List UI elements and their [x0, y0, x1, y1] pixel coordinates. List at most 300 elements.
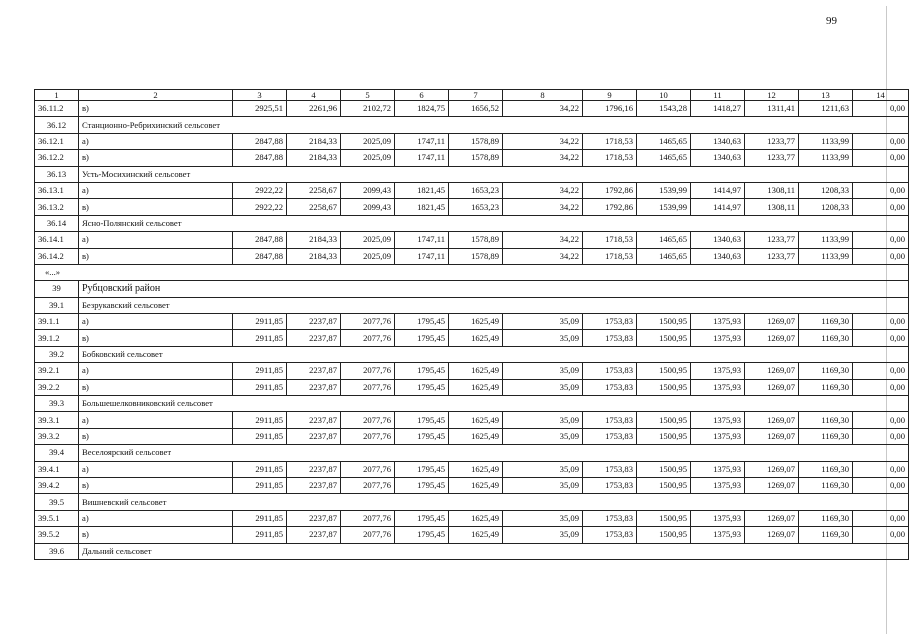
section-row [35, 297, 909, 313]
row-subitem-label: в) [79, 101, 233, 117]
row-subitem-label: а) [79, 363, 233, 379]
value-cell: 35,09 [503, 330, 583, 346]
section-code: 39 [35, 281, 79, 297]
value-cell: 34,22 [503, 182, 583, 198]
row-code: 36.14.2 [35, 248, 79, 264]
value-cell: 0,00 [853, 248, 909, 264]
table-row [35, 232, 909, 248]
value-cell: 1208,33 [799, 182, 853, 198]
value-cell: 1753,83 [583, 477, 637, 493]
value-cell: 2102,72 [341, 101, 395, 117]
section-row [35, 543, 909, 559]
value-cell: 34,22 [503, 101, 583, 117]
value-cell: 1340,63 [691, 133, 745, 149]
value-cell: 1625,49 [449, 527, 503, 543]
section-title: Дальний сельсовет [79, 543, 909, 559]
value-cell: 1269,07 [745, 477, 799, 493]
value-cell: 1269,07 [745, 314, 799, 330]
value-cell: 2237,87 [287, 314, 341, 330]
value-cell: 34,22 [503, 199, 583, 215]
value-cell: 2847,88 [233, 133, 287, 149]
table-row [35, 461, 909, 477]
value-cell: 1625,49 [449, 412, 503, 428]
value-cell: 1233,77 [745, 133, 799, 149]
value-cell: 1308,11 [745, 182, 799, 198]
row-subitem-label: а) [79, 133, 233, 149]
value-cell: 35,09 [503, 363, 583, 379]
value-cell: 1375,93 [691, 510, 745, 526]
value-cell: 1500,95 [637, 330, 691, 346]
value-cell: 1578,89 [449, 248, 503, 264]
header-cell: 6 [395, 90, 449, 101]
value-cell: 35,09 [503, 314, 583, 330]
value-cell: 1414,97 [691, 199, 745, 215]
value-cell: 1269,07 [745, 379, 799, 395]
value-cell: 1418,27 [691, 101, 745, 117]
value-cell: 0,00 [853, 461, 909, 477]
value-cell: 1269,07 [745, 527, 799, 543]
value-cell: 2025,09 [341, 232, 395, 248]
value-cell: 1578,89 [449, 150, 503, 166]
value-cell: 1340,63 [691, 232, 745, 248]
section-row [35, 166, 909, 182]
value-cell: 1795,45 [395, 363, 449, 379]
value-cell: 2847,88 [233, 232, 287, 248]
header-cell: 7 [449, 90, 503, 101]
value-cell: 35,09 [503, 527, 583, 543]
value-cell: 1169,30 [799, 461, 853, 477]
value-cell: 1625,49 [449, 428, 503, 444]
value-cell: 35,09 [503, 428, 583, 444]
value-cell: 2077,76 [341, 527, 395, 543]
value-cell: 1375,93 [691, 412, 745, 428]
header-cell: 9 [583, 90, 637, 101]
value-cell: 34,22 [503, 248, 583, 264]
value-cell: 0,00 [853, 314, 909, 330]
value-cell: 1795,45 [395, 477, 449, 493]
value-cell: 1795,45 [395, 527, 449, 543]
value-cell: 0,00 [853, 182, 909, 198]
value-cell: 2911,85 [233, 461, 287, 477]
value-cell: 1269,07 [745, 461, 799, 477]
value-cell: 2237,87 [287, 428, 341, 444]
value-cell: 2925,51 [233, 101, 287, 117]
value-cell: 0,00 [853, 510, 909, 526]
value-cell: 0,00 [853, 330, 909, 346]
value-cell: 1747,11 [395, 150, 449, 166]
table-row [35, 510, 909, 526]
row-subitem-label: а) [79, 510, 233, 526]
section-code: 36.13 [35, 166, 79, 182]
value-cell: 1500,95 [637, 477, 691, 493]
row-code: 39.4.2 [35, 477, 79, 493]
row-code: 39.4.1 [35, 461, 79, 477]
value-cell: 1824,75 [395, 101, 449, 117]
value-cell: 1795,45 [395, 314, 449, 330]
value-cell: 1539,99 [637, 199, 691, 215]
value-cell: 1625,49 [449, 363, 503, 379]
table-row [35, 412, 909, 428]
value-cell: 2237,87 [287, 379, 341, 395]
value-cell: 1465,65 [637, 232, 691, 248]
value-cell: 1543,28 [637, 101, 691, 117]
value-cell: 2237,87 [287, 461, 341, 477]
row-subitem-label: в) [79, 428, 233, 444]
row-subitem-label: в) [79, 379, 233, 395]
value-cell: 1795,45 [395, 510, 449, 526]
value-cell: 1211,63 [799, 101, 853, 117]
table-row [35, 363, 909, 379]
table-body [35, 90, 909, 560]
value-cell: 0,00 [853, 477, 909, 493]
value-cell: 2911,85 [233, 477, 287, 493]
table-row [35, 101, 909, 117]
value-cell: 1625,49 [449, 477, 503, 493]
value-cell: 1625,49 [449, 510, 503, 526]
section-title: Усть-Мосихинский сельсовет [79, 166, 909, 182]
value-cell: 1747,11 [395, 248, 449, 264]
value-cell: 1133,99 [799, 232, 853, 248]
value-cell: 1718,53 [583, 133, 637, 149]
header-cell: 3 [233, 90, 287, 101]
value-cell: 2237,87 [287, 412, 341, 428]
value-cell: 1340,63 [691, 150, 745, 166]
value-cell: 2025,09 [341, 248, 395, 264]
value-cell: 1792,86 [583, 182, 637, 198]
value-cell: 2911,85 [233, 428, 287, 444]
value-cell: 2911,85 [233, 314, 287, 330]
value-cell: 1753,83 [583, 461, 637, 477]
value-cell: 34,22 [503, 150, 583, 166]
value-cell: 1169,30 [799, 527, 853, 543]
table-row [35, 477, 909, 493]
value-cell: 34,22 [503, 232, 583, 248]
value-cell: 1169,30 [799, 510, 853, 526]
value-cell: 1792,86 [583, 199, 637, 215]
value-cell: 0,00 [853, 232, 909, 248]
value-cell: 1375,93 [691, 363, 745, 379]
header-cell: 14 [853, 90, 909, 101]
value-cell: 1625,49 [449, 314, 503, 330]
value-cell: 2025,09 [341, 133, 395, 149]
section-title: Рубцовский район [79, 281, 909, 297]
value-cell: 1169,30 [799, 363, 853, 379]
value-cell: 1169,30 [799, 314, 853, 330]
value-cell: 2847,88 [233, 248, 287, 264]
value-cell: 1375,93 [691, 330, 745, 346]
value-cell: 2922,22 [233, 199, 287, 215]
value-cell: 1795,45 [395, 461, 449, 477]
section-title: Вишневский сельсовет [79, 494, 909, 510]
section-title: Большешелковниковский сельсовет [79, 396, 909, 412]
row-subitem-label: в) [79, 248, 233, 264]
row-subitem-label: в) [79, 150, 233, 166]
value-cell: 2077,76 [341, 461, 395, 477]
value-cell: 1656,52 [449, 101, 503, 117]
value-cell: 35,09 [503, 412, 583, 428]
row-code: 39.3.1 [35, 412, 79, 428]
table-row [35, 182, 909, 198]
value-cell: 1414,97 [691, 182, 745, 198]
value-cell: 1747,11 [395, 232, 449, 248]
value-cell: 2911,85 [233, 363, 287, 379]
value-cell: 1753,83 [583, 314, 637, 330]
page-number: 99 [826, 15, 837, 27]
table-row [35, 330, 909, 346]
value-cell: 1653,23 [449, 182, 503, 198]
value-cell: 2237,87 [287, 477, 341, 493]
value-cell: 2911,85 [233, 510, 287, 526]
value-cell: 0,00 [853, 133, 909, 149]
value-cell: 2184,33 [287, 232, 341, 248]
row-code: 36.12.1 [35, 133, 79, 149]
value-cell: 1500,95 [637, 379, 691, 395]
value-cell: 2911,85 [233, 527, 287, 543]
omission-marker: «...» [35, 264, 909, 280]
value-cell: 1375,93 [691, 477, 745, 493]
value-cell: 1169,30 [799, 330, 853, 346]
value-cell: 0,00 [853, 428, 909, 444]
value-cell: 2237,87 [287, 527, 341, 543]
value-cell: 1753,83 [583, 527, 637, 543]
value-cell: 1625,49 [449, 379, 503, 395]
section-row [35, 215, 909, 231]
value-cell: 1500,95 [637, 428, 691, 444]
header-cell: 5 [341, 90, 395, 101]
row-subitem-label: а) [79, 412, 233, 428]
row-code: 39.1.2 [35, 330, 79, 346]
value-cell: 1821,45 [395, 182, 449, 198]
value-cell: 1311,41 [745, 101, 799, 117]
value-cell: 1233,77 [745, 150, 799, 166]
value-cell: 2025,09 [341, 150, 395, 166]
value-cell: 0,00 [853, 150, 909, 166]
row-subitem-label: а) [79, 182, 233, 198]
tariff-table [34, 89, 909, 560]
section-code: 39.2 [35, 346, 79, 362]
row-code: 36.14.1 [35, 232, 79, 248]
value-cell: 1718,53 [583, 248, 637, 264]
row-code: 39.5.2 [35, 527, 79, 543]
value-cell: 1795,45 [395, 379, 449, 395]
value-cell: 1169,30 [799, 477, 853, 493]
section-row [35, 494, 909, 510]
value-cell: 2922,22 [233, 182, 287, 198]
row-code: 39.1.1 [35, 314, 79, 330]
table-row [35, 150, 909, 166]
section-row [35, 346, 909, 362]
value-cell: 2077,76 [341, 477, 395, 493]
value-cell: 0,00 [853, 363, 909, 379]
section-code: 36.14 [35, 215, 79, 231]
value-cell: 2911,85 [233, 412, 287, 428]
value-cell: 1795,45 [395, 330, 449, 346]
table-row [35, 379, 909, 395]
value-cell: 2258,67 [287, 182, 341, 198]
value-cell: 35,09 [503, 379, 583, 395]
header-cell: 1 [35, 90, 79, 101]
section-row [35, 445, 909, 461]
value-cell: 2077,76 [341, 314, 395, 330]
row-subitem-label: в) [79, 477, 233, 493]
table-row [35, 314, 909, 330]
value-cell: 34,22 [503, 133, 583, 149]
value-cell: 2077,76 [341, 379, 395, 395]
value-cell: 1375,93 [691, 428, 745, 444]
value-cell: 1795,45 [395, 428, 449, 444]
value-cell: 1578,89 [449, 232, 503, 248]
value-cell: 1133,99 [799, 133, 853, 149]
value-cell: 2077,76 [341, 428, 395, 444]
value-cell: 1747,11 [395, 133, 449, 149]
section-title: Бобковский сельсовет [79, 346, 909, 362]
value-cell: 1375,93 [691, 379, 745, 395]
value-cell: 1375,93 [691, 461, 745, 477]
value-cell: 1208,33 [799, 199, 853, 215]
value-cell: 1753,83 [583, 363, 637, 379]
value-cell: 2184,33 [287, 248, 341, 264]
value-cell: 1753,83 [583, 428, 637, 444]
row-code: 39.3.2 [35, 428, 79, 444]
value-cell: 1269,07 [745, 363, 799, 379]
row-subitem-label: в) [79, 527, 233, 543]
value-cell: 1625,49 [449, 461, 503, 477]
value-cell: 2099,43 [341, 199, 395, 215]
row-subitem-label: в) [79, 199, 233, 215]
value-cell: 1753,83 [583, 330, 637, 346]
value-cell: 1500,95 [637, 461, 691, 477]
header-cell: 10 [637, 90, 691, 101]
section-code: 39.5 [35, 494, 79, 510]
value-cell: 1169,30 [799, 379, 853, 395]
header-cell: 13 [799, 90, 853, 101]
value-cell: 1500,95 [637, 314, 691, 330]
row-subitem-label: в) [79, 330, 233, 346]
value-cell: 2237,87 [287, 363, 341, 379]
value-cell: 1233,77 [745, 232, 799, 248]
row-code: 36.11.2 [35, 101, 79, 117]
value-cell: 1269,07 [745, 330, 799, 346]
row-code: 39.2.1 [35, 363, 79, 379]
value-cell: 0,00 [853, 412, 909, 428]
row-code: 36.13.2 [35, 199, 79, 215]
section-row [35, 396, 909, 412]
value-cell: 2237,87 [287, 510, 341, 526]
value-cell: 1269,07 [745, 412, 799, 428]
section-row [35, 117, 909, 133]
row-subitem-label: а) [79, 232, 233, 248]
value-cell: 0,00 [853, 527, 909, 543]
value-cell: 1375,93 [691, 527, 745, 543]
value-cell: 2911,85 [233, 330, 287, 346]
value-cell: 1653,23 [449, 199, 503, 215]
header-cell: 8 [503, 90, 583, 101]
section-code: 39.6 [35, 543, 79, 559]
value-cell: 1753,83 [583, 412, 637, 428]
value-cell: 0,00 [853, 199, 909, 215]
value-cell: 1753,83 [583, 510, 637, 526]
table-row [35, 133, 909, 149]
value-cell: 1625,49 [449, 330, 503, 346]
value-cell: 2258,67 [287, 199, 341, 215]
row-code: 36.12.2 [35, 150, 79, 166]
value-cell: 1465,65 [637, 133, 691, 149]
section-title: Веселоярский сельсовет [79, 445, 909, 461]
value-cell: 1578,89 [449, 133, 503, 149]
row-code: 36.13.1 [35, 182, 79, 198]
value-cell: 1465,65 [637, 248, 691, 264]
header-cell: 12 [745, 90, 799, 101]
section-title: Станционно-Ребрихинский сельсовет [79, 117, 909, 133]
value-cell: 1133,99 [799, 150, 853, 166]
section-code: 39.3 [35, 396, 79, 412]
value-cell: 2077,76 [341, 412, 395, 428]
row-subitem-label: а) [79, 461, 233, 477]
value-cell: 1169,30 [799, 428, 853, 444]
value-cell: 0,00 [853, 379, 909, 395]
value-cell: 2184,33 [287, 150, 341, 166]
value-cell: 1500,95 [637, 510, 691, 526]
value-cell: 1753,83 [583, 379, 637, 395]
value-cell: 1500,95 [637, 412, 691, 428]
value-cell: 1169,30 [799, 412, 853, 428]
row-code: 39.5.1 [35, 510, 79, 526]
value-cell: 2077,76 [341, 510, 395, 526]
table-row [35, 527, 909, 543]
table-row [35, 428, 909, 444]
header-cell: 4 [287, 90, 341, 101]
value-cell: 1375,93 [691, 314, 745, 330]
section-code: 39.4 [35, 445, 79, 461]
row-code: 39.2.2 [35, 379, 79, 395]
value-cell: 1233,77 [745, 248, 799, 264]
value-cell: 1500,95 [637, 363, 691, 379]
value-cell: 2077,76 [341, 363, 395, 379]
row-subitem-label: а) [79, 314, 233, 330]
value-cell: 2911,85 [233, 379, 287, 395]
value-cell: 1539,99 [637, 182, 691, 198]
value-cell: 1718,53 [583, 232, 637, 248]
value-cell: 1133,99 [799, 248, 853, 264]
value-cell: 1718,53 [583, 150, 637, 166]
value-cell: 1269,07 [745, 428, 799, 444]
value-cell: 1308,11 [745, 199, 799, 215]
value-cell: 2237,87 [287, 330, 341, 346]
value-cell: 2077,76 [341, 330, 395, 346]
section-code: 36.12 [35, 117, 79, 133]
value-cell: 35,09 [503, 510, 583, 526]
table-row [35, 199, 909, 215]
value-cell: 35,09 [503, 461, 583, 477]
value-cell: 2099,43 [341, 182, 395, 198]
table-row [35, 248, 909, 264]
section-title: Ясно-Полянский сельсовет [79, 215, 909, 231]
column-number-header-row [35, 90, 909, 101]
value-cell: 2184,33 [287, 133, 341, 149]
section-code: 39.1 [35, 297, 79, 313]
value-cell: 1465,65 [637, 150, 691, 166]
value-cell: 1269,07 [745, 510, 799, 526]
header-cell: 11 [691, 90, 745, 101]
omission-row [35, 264, 909, 280]
value-cell: 1821,45 [395, 199, 449, 215]
value-cell: 1500,95 [637, 527, 691, 543]
section-title: Безрукавский сельсовет [79, 297, 909, 313]
value-cell: 2847,88 [233, 150, 287, 166]
value-cell: 1340,63 [691, 248, 745, 264]
value-cell: 1795,45 [395, 412, 449, 428]
header-cell: 2 [79, 90, 233, 101]
